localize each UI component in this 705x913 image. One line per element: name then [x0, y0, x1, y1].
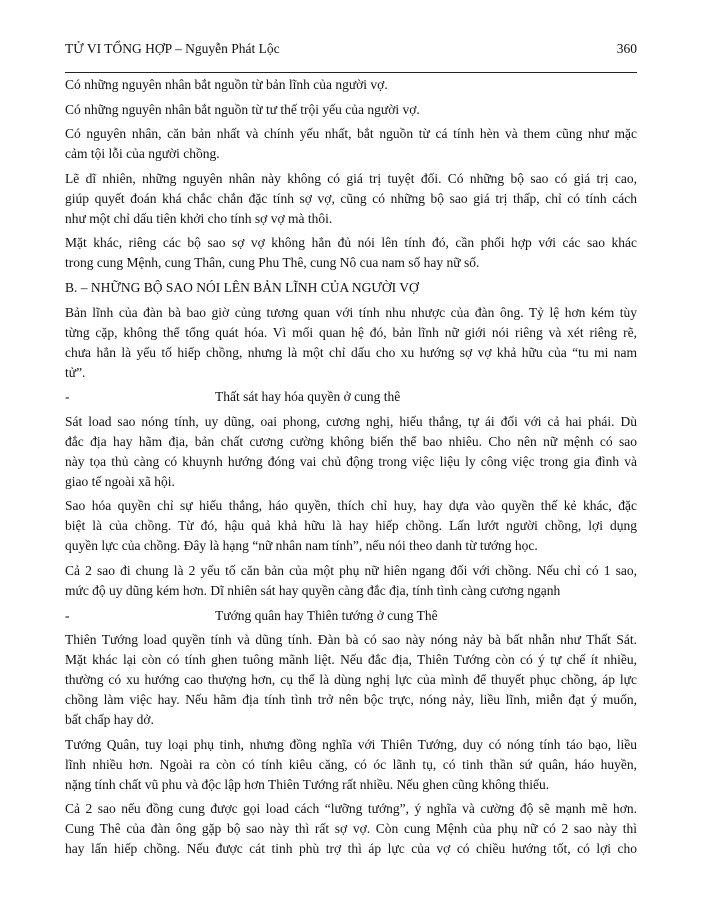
text-line: Có những nguyên nhân bắt nguồn từ tư thế trội yếu của người vợ.: [65, 101, 420, 117]
text-line: chồng làm việc hay. Nếu hãm địa tính tình trở nên bộc trực, nóng nảy, liều lĩnh, miễn đạt ý muốn,: [65, 692, 637, 708]
bullet-text: Thất sát hay hóa quyền ở cung thê: [215, 389, 401, 405]
text-line: nặng tính chất vũ phu và độc lập hơn Thiên Tướng rất nhiều. Nếu ghen cũng không thiếu.: [65, 776, 550, 792]
text-line: cảm tội lỗi của người chồng.: [65, 146, 220, 162]
section-heading: [65, 278, 637, 298]
paragraph: [65, 735, 637, 795]
paragraph: [65, 75, 637, 95]
text-line: như một chỉ dấu tiên khởi cho tính sợ vợ mà thôi.: [65, 210, 333, 226]
paragraph: [65, 169, 637, 229]
text-line: Thiên Tướng load quyền tính và dũng tính. Đàn bà có sao này nóng nảy bà bất nhẫn như Thất Sát.: [65, 632, 637, 648]
text-line: lĩnh nhiều hơn. Ngoài ra còn có tính kiêu căng, có óc lãnh tụ, có tinh thần sứ quân, háo huyền,: [65, 756, 637, 772]
text-line: từng cặp, không thể tổng quát hóa. Vì mối quan hệ đó, bản lĩnh nữ giới nói riêng và xét riêng rẽ,: [65, 324, 637, 340]
text-line: trong cung Mệnh, cung Thân, cung Phu Thê, cung Nô cua nam số hay nữ số.: [65, 255, 480, 271]
page-body: [65, 75, 637, 864]
text-line: Cung Thê của đàn ông gặp bộ sao này thì rất sợ vợ. Còn cung Mệnh của phụ nữ có 2 sao này thì: [65, 821, 637, 837]
text-line: giao tế ngoài xã hội.: [65, 473, 175, 489]
text-line: Có những nguyên nhân bắt nguồn từ bản lĩnh của người vợ.: [65, 77, 388, 92]
paragraph: [65, 799, 637, 859]
text-line: chưa hẳn là yếu tố hiếp chồng, nhưng là một chỉ dấu cho xu hướng sợ vợ khả hữu của “tu mi nam: [65, 344, 637, 360]
header-rule: [65, 72, 637, 73]
paragraph: [65, 124, 637, 164]
bullet-subheading: [65, 606, 637, 626]
text-line: quyền lực của chồng. Đây là hạng “nữ nhân nam tính”, nếu nói theo danh từ tướng học.: [65, 538, 538, 554]
page-header: [65, 41, 637, 57]
text-line: Lẽ dĩ nhiên, những nguyên nhân này không có giá trị tuyệt đối. Có những bộ sao có giá trị cao,: [65, 170, 637, 186]
paragraph: [65, 303, 637, 383]
running-title: TỬ VI TỔNG HỢP – Nguyễn Phát Lộc: [65, 41, 280, 56]
paragraph: [65, 412, 637, 492]
text-line: Cả 2 sao nếu đồng cung được gọi load cách “lưỡng tướng”, ý nghĩa và cường độ sẽ mạnh mẽ hơn.: [65, 801, 637, 817]
paragraph: [65, 233, 637, 273]
text-line: tử”.: [65, 364, 86, 380]
text-line: bất chấp hay dở.: [65, 712, 154, 728]
bullet-subheading: [65, 387, 637, 407]
text-line: thường có xu hướng cao thượng hơn, cụ thể là dùng nghị lực của mình để thuyết phục chồng, áp lực: [65, 672, 637, 688]
paragraph: [65, 561, 637, 601]
text-line: mức độ uy dũng kém hơn. Dĩ nhiên sát hay quyền càng đắc địa, tính tình càng cương ngạnh: [65, 582, 561, 598]
text-line: Mặt khác, riêng các bộ sao sợ vợ không hẳn đủ nói lên tính đó, cần phối hợp với các sao khác: [65, 235, 637, 251]
paragraph: [65, 630, 637, 730]
text-line: Mặt khác lại còn có tính ghen tuông mãnh liệt. Nếu đắc địa, Thiên Tướng còn có ý tự chế ít nhiều,: [65, 652, 637, 668]
page-number: 360: [616, 41, 637, 56]
text-line: B. – NHỮNG BỘ SAO NÓI LÊN BẢN LĨNH CỦA NGƯỜI VỢ: [65, 279, 419, 295]
text-line: Có nguyên nhân, căn bản nhất và chính yếu nhất, bắt nguồn từ cá tính hèn và them cũng như mặc: [65, 126, 637, 142]
text-line: đắc địa hay hãm địa, bản chất cương cường không biến thể bao nhiêu. Cho nên nữ mệnh có sao: [65, 433, 637, 449]
text-line: Cả 2 sao đi chung là 2 yếu tố căn bản của một phụ nữ hiên ngang đối với chồng. Nếu chỉ có 1 sao,: [65, 562, 637, 578]
text-line: hay lấn hiếp chồng. Nếu được cát tinh phù trợ thì áp lực của vợ có chiều hướng tốt, có lợi cho: [65, 841, 637, 857]
text-line: này tọa thủ càng có khuynh hướng đóng vai chủ động trong việc liệu ly công việc trong gia đình và: [65, 453, 637, 469]
text-line: biệt là của chồng. Từ đó, hậu quả khả hữu là hay hiếp chồng. Lấn lướt người chồng, lợi dụng: [65, 518, 637, 534]
paragraph: [65, 496, 637, 556]
text-line: Tướng Quân, tuy loại phụ tinh, nhưng đồng nghĩa với Thiên Tướng, duy có nóng tính táo bạo, liều: [65, 736, 637, 752]
text-line: Sao hóa quyền chỉ sự hiếu thắng, háo quyền, thích chỉ huy, hay dựa vào quyền thế kẻ khác, đặc: [65, 498, 637, 514]
bullet-dash: -: [65, 389, 70, 405]
text-line: giúp quyết đoán khá chắc chắn đặc tính sợ vợ, cũng có những bộ sao giá trị thấp, chỉ có tính cách: [65, 190, 637, 206]
text-line: Sát load sao nóng tính, uy dũng, oai phong, cương nghị, hiếu thắng, tự ái đối với cả hai phái. Dù: [65, 413, 637, 429]
bullet-text: Tướng quân hay Thiên tướng ở cung Thê: [215, 607, 438, 623]
bullet-dash: -: [65, 607, 70, 623]
text-line: Bản lĩnh của đàn bà bao giờ củng tương quan với tính nhu nhược của đàn ông. Tỷ lệ hơn kém tùy: [65, 304, 637, 320]
paragraph: [65, 100, 637, 120]
